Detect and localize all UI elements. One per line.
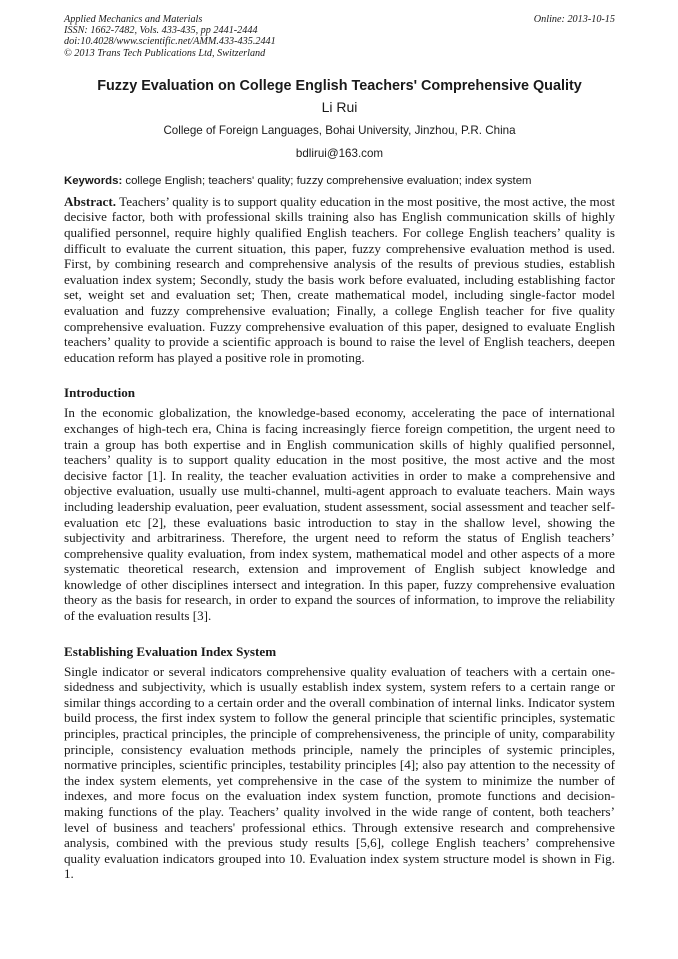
- copyright-line: © 2013 Trans Tech Publications Ltd, Switzerland: [64, 47, 266, 59]
- keywords-text: college English; teachers' quality; fuzzy comprehensive evaluation; index system: [122, 174, 532, 187]
- online-date: Online: 2013-10-15: [533, 14, 615, 25]
- journal-header: [64, 14, 615, 59]
- index-system-heading: Establishing Evaluation Index System: [64, 643, 277, 659]
- author-affiliation: College of Foreign Languages, Bohai University, Jinzhou, P.R. China: [163, 123, 516, 137]
- abstract: [64, 194, 615, 366]
- keywords-label: Keywords:: [64, 174, 123, 187]
- introduction-text: In the economic globalization, the knowledge-based economy, accelerating the pace of international exchanges of high-tech era, China is facing increasingly fierce foreign competition, the urgent need to train a group has both expertise and in English communication skills of highly qualified personnel, teachers’ quality is to support quality education in the most positive, the most active and the most decisive factor [1]. In reality, the teacher evaluation activities in order to make a comprehensive and objective evaluation, usually use multi-channel, multi-agent approach to evaluate teachers. Main ways including leadership evaluation, peer evaluation, student assessment, social assessment and teacher self-evaluation etc [2], these evaluations basic introduction to stay in the shallow level, showing the subjectivity and arbitrariness. Therefore, the urgent need to reform the status of English teachers’ comprehensive quality evaluation, from index system, mathematical model and other aspects of a more systematic theoretical research, extension and improvement of English subject knowledge and knowledge of other disciplines intersect and integration. In this paper, fuzzy comprehensive evaluation theory as the basis for research, in order to expand the sources of information, to improve the reliability of the evaluation results [3].: [64, 405, 615, 624]
- journal-info: [64, 14, 615, 59]
- journal-name: Applied Mechanics and Materials: [64, 14, 203, 25]
- index-system-text: Single indicator or several indicators comprehensive quality evaluation of teachers with a certain one-sidedness and subjectivity, which is usually establish index system, system refers to a certain range or similar things according to a certain order and the overall combination of internal links. Indicator system build process, the first index system to follow the general principle that scientific principles, systematic principles, practical principles, the principle of comprehensiveness, the principle of unity, comparability principle, consistency evaluation methods principle, namely the principles of systemic principles, normative principles, scientific principles, testability principles [4]; also pay attention to the necessity of the index system elements, yet comprehensive in the case of the system to minimize the number of indexes, and more focus on the evaluation index system function, promote functions and decision-making functions of the play. Teachers’ quality involved in the wide range of content, both teachers’ level of business and teachers' professional ethics. Through extensive research and comprehensive analysis, combined with the previous study results [5,6], college English teachers’ comprehensive quality evaluation indicators grouped into 10. Evaluation index system structure model is shown in Fig. 1.: [64, 663, 615, 882]
- abstract-label: Abstract.: [64, 193, 116, 209]
- abstract-text: Teachers’ quality is to support quality education in the most positive, the most active, the most decisive factor, both with professional skills training also has English communication skills of highly qualified personnel, require highly qualified English teachers. For college English teachers’ quality is difficult to evaluate the current situation, this paper, fuzzy comprehensive evaluation method is used. First, by combining research and comprehensive analysis of the results of previous studies, establish evaluation index system; Secondly, study the basis work before evaluated, including establishing factor set, weight set and evaluation set; Then, create mathematical model, including single-factor model evaluation and fuzzy comprehensive evaluation; Finally, a college English teacher for five quality comprehensive evaluation. Fuzzy comprehensive evaluation of this paper, designed to evaluate English teachers’ quality to provide a scientific approach is bound to raise the level of English teachers, deepen education reform has played a positive role in promoting.: [64, 193, 615, 365]
- issn-line: ISSN: 1662-7482, Vols. 433-435, pp 2441-2444: [64, 25, 258, 37]
- author-email: bdlirui@163.com: [295, 146, 384, 160]
- author-name: Li Rui: [321, 98, 358, 115]
- introduction-heading: Introduction: [64, 385, 136, 401]
- doi-line: doi:10.4028/www.scientific.net/AMM.433-435.2441: [64, 36, 276, 48]
- keywords: [64, 174, 615, 189]
- paper-page: [64, 14, 615, 882]
- paper-title: Fuzzy Evaluation on College English Teachers' Comprehensive Quality: [97, 77, 582, 94]
